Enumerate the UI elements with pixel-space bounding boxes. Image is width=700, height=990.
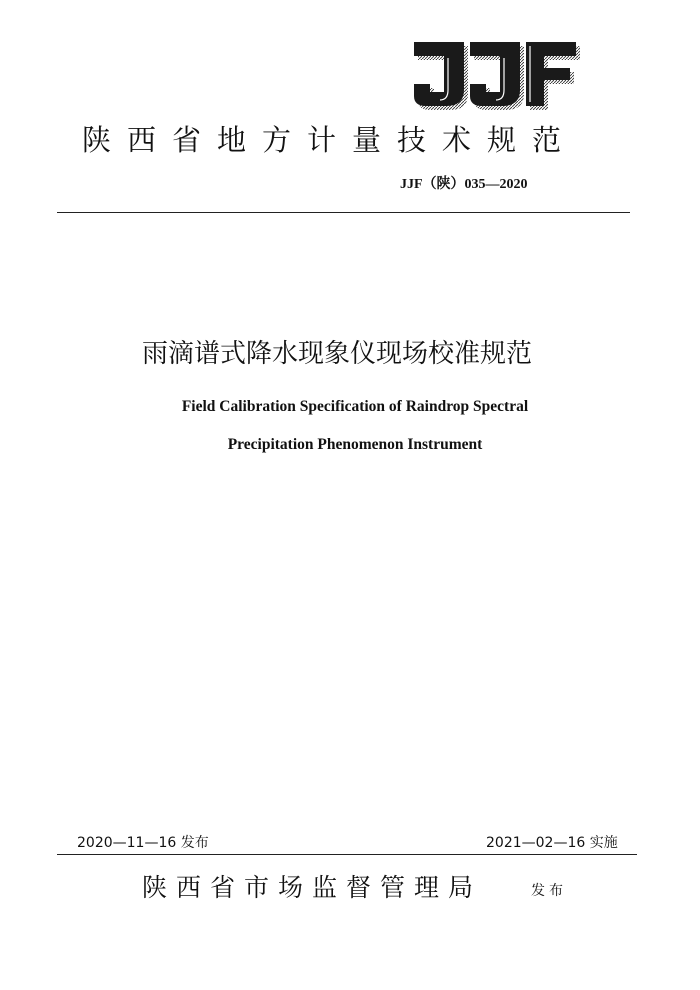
jjf-logo [412,40,582,112]
footer-divider [57,854,637,855]
series-title: 陕西省地方计量技术规范 [82,123,578,157]
publish-label: 发布 [531,883,567,899]
english-title-line-2: Precipitation Phenomenon Instrument [227,436,483,453]
english-title-line-1: Field Calibration Specification of Raindrop Spectral [181,398,529,415]
chinese-title: 雨滴谱式降水现象仪现场校准规范 [142,339,533,369]
header-divider [57,212,630,213]
document-code: JJF（陕）035—2020 [400,177,528,192]
publisher-name: 陕西省市场监督管理局 [142,873,483,902]
implementation-date: 2021—02—16 实施 [486,835,618,851]
issue-date: 2020—11—16 发布 [77,835,209,851]
